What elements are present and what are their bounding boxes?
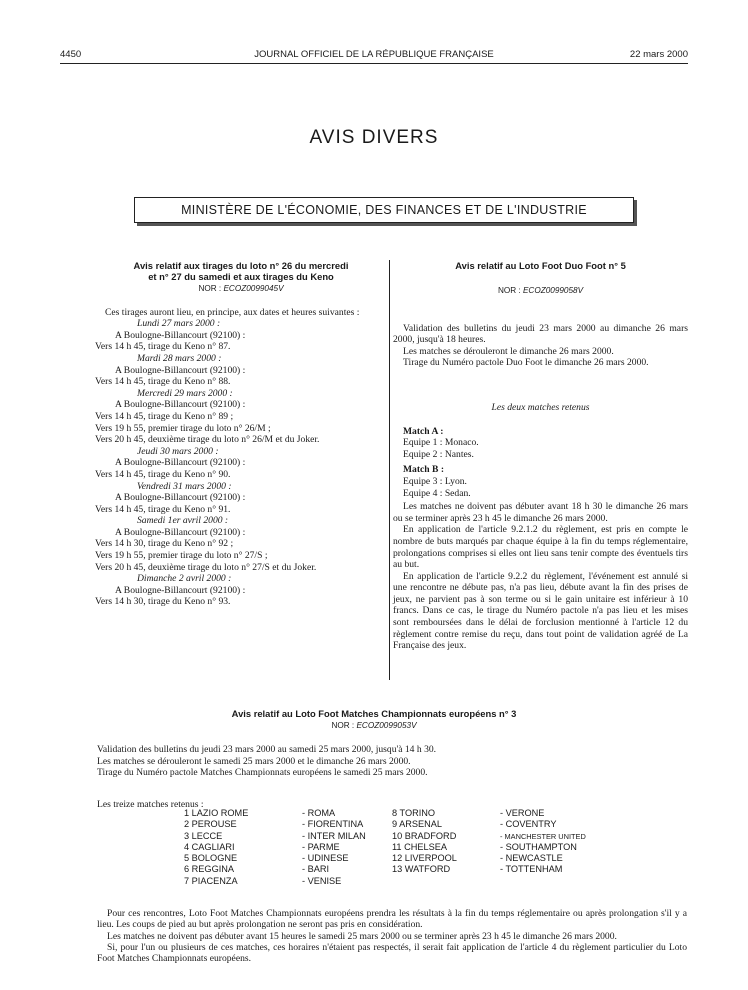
- schedule-entry: Vers 14 h 45, tirage du Keno n° 88.: [95, 376, 231, 388]
- match-away-team: - VENISE: [302, 875, 342, 886]
- bottom-treize-heading: Les treize matches retenus :: [97, 798, 204, 810]
- column-divider: [389, 260, 390, 680]
- match-home-team: 11 CHELSEA: [392, 841, 447, 852]
- right-nor: NOR : ECOZ0099058V: [497, 286, 584, 295]
- bottom-tirage: Tirage du Numéro pactole Matches Championnats européens le samedi 25 mars 2000.: [97, 767, 428, 779]
- match-away-team: - NEWCASTLE: [500, 853, 563, 864]
- schedule-date: Samedi 1er avril 2000 :: [137, 515, 229, 527]
- match-away-team: - SOUTHAMPTON: [500, 841, 577, 852]
- bottom-matches-dates: Les matches se dérouleront le samedi 25 mars 2000 et le dimanche 26 mars 2000.: [97, 755, 411, 767]
- match-away-team: - ROMA: [302, 808, 336, 818]
- schedule-place: A Boulogne-Billancourt (92100) :: [115, 526, 246, 538]
- match-row: [184, 853, 586, 864]
- schedule-date: Mardi 28 mars 2000 :: [137, 352, 222, 364]
- schedule-place: A Boulogne-Billancourt (92100) :: [115, 364, 246, 376]
- bottom-validation: Validation des bulletins du jeudi 23 mars 2000 au samedi 25 mars 2000, jusqu'à 14 h 30.: [97, 744, 437, 755]
- schedule-date: Dimanche 2 avril 2000 :: [137, 573, 232, 585]
- schedule-place: A Boulogne-Billancourt (92100) :: [115, 399, 246, 411]
- schedule-entry: Vers 14 h 30, tirage du Keno n° 92 ;: [95, 538, 234, 550]
- right-para-tirage: Tirage du Numéro pactole Duo Foot le dimanche 26 mars 2000.: [403, 357, 649, 369]
- bottom-avis-title: Avis relatif au Loto Foot Matches Championnats européens n° 3: [231, 708, 517, 719]
- match-home-team: 7 PIACENZA: [184, 875, 238, 886]
- match-row: [184, 864, 586, 875]
- match-row: [184, 876, 586, 887]
- journal-title: JOURNAL OFFICIEL DE LA RÉPUBLIQUE FRANÇAISE: [254, 49, 494, 60]
- match-a-heading: Match A :: [403, 425, 444, 437]
- match-row: [184, 819, 586, 830]
- match-away-team: - MANCHESTER UNITED: [500, 831, 586, 841]
- match-home-team: 6 REGGINA: [184, 864, 235, 875]
- schedule-date: Jeudi 30 mars 2000 :: [137, 445, 219, 457]
- match-home-team: 12 LIVERPOOL: [392, 853, 457, 864]
- left-nor-code: ECOZ0099045V: [223, 284, 284, 293]
- schedule-place: A Boulogne-Billancourt (92100) :: [115, 492, 246, 504]
- right-para-times: Les matches ne doivent pas débuter avant 18 h 30 le dimanche 26 mars ou se terminer après 23 h 45 le dimanche 26 mars 2000.: [393, 501, 688, 524]
- match-row: [184, 808, 586, 819]
- team-3: Equipe 3 : Lyon.: [403, 475, 467, 487]
- bottom-nor-code: ECOZ0099053V: [356, 721, 417, 730]
- schedule-entry: Vers 14 h 45, tirage du Keno n° 91.: [95, 503, 231, 515]
- section-title: AVIS DIVERS: [309, 127, 439, 148]
- right-avis-title: Avis relatif au Loto Foot Duo Foot n° 5: [455, 260, 626, 271]
- match-away-team: - TOTTENHAM: [500, 864, 563, 875]
- right-para-article-2: En application de l'article 9.2.2 du règlement, l'événement est annulé si une rencontre ne débute pas, n'a pas lieu, débute avant la fin des prises de jeux, ne parvient pas à son terme ou si le gain unitaire est inférieur à 10 francs. Dans ce cas, le tirage du Numéro pactole n'a pas lieu et les mises sont remboursées dans le délai de forclusion mentionné à l'article 12 du règlement contre remise du reçu, dans tout point de validation agréé de La Française des jeux.: [393, 570, 688, 652]
- ministry-name: MINISTÈRE DE L'ÉCONOMIE, DES FINANCES ET DE L'INDUSTRIE: [181, 203, 587, 217]
- bottom-intro: [97, 744, 687, 810]
- left-nor: NOR : ECOZ0099045V: [198, 284, 284, 293]
- match-home-team: 8 TORINO: [392, 808, 436, 818]
- page-header: [60, 49, 688, 63]
- right-para-matches: Les matches se dérouleront le dimanche 26 mars 2000.: [403, 345, 614, 357]
- schedule-entry: Vers 19 h 55, premier tirage du loto n° 26/M ;: [95, 422, 271, 434]
- schedule-entry: Vers 14 h 45, tirage du Keno n° 90.: [95, 468, 231, 480]
- match-home-team: 10 BRADFORD: [392, 830, 457, 841]
- left-column: [95, 260, 387, 608]
- bottom-nor: NOR : ECOZ0099053V: [331, 721, 417, 730]
- match-b-heading: Match B :: [403, 464, 445, 476]
- match-away-team: - INTER MILAN: [302, 830, 366, 841]
- match-home-team: 4 CAGLIARI: [184, 841, 235, 852]
- match-home-team: 1 LAZIO ROME: [184, 808, 249, 818]
- match-home-team: 2 PEROUSE: [184, 819, 237, 830]
- match-away-team: - BARI: [302, 864, 330, 875]
- schedule-entry: Vers 19 h 55, premier tirage du loto n° 27/S ;: [95, 550, 268, 562]
- footer-exception-rule: Si, pour l'un ou plusieurs de ces matches, ces horaires n'étaient pas respectés, il serait fait application de l'article 4 du règlement particulier du Loto Foot Matches Championnats européens.: [97, 941, 687, 965]
- right-subheading: Les deux matches retenus: [491, 401, 590, 413]
- schedule-place: A Boulogne-Billancourt (92100) :: [115, 584, 246, 596]
- team-1: Equipe 1 : Monaco.: [403, 437, 479, 449]
- schedule-entry: Vers 14 h 45, tirage du Keno n° 89 ;: [95, 410, 234, 422]
- bottom-footer: [97, 908, 687, 964]
- right-para-article-1: En application de l'article 9.2.1.2 du règlement, est pris en compte le nombre de buts marqués par chaque équipe à la fin du temps réglementaire, prolongations comprises si elles ont lieu sans tenir compte des éventuels tirs au but.: [393, 524, 688, 571]
- left-schedule: [95, 318, 387, 608]
- left-intro: Ces tirages auront lieu, en principe, aux dates et heures suivantes :: [105, 306, 360, 318]
- schedule-entry: Vers 14 h 45, tirage du Keno n° 87.: [95, 341, 231, 353]
- schedule-place: A Boulogne-Billancourt (92100) :: [115, 457, 246, 469]
- issue-date: 22 mars 2000: [629, 49, 688, 60]
- left-avis-title: Avis relatif aux tirages du loto n° 26 du mercredi et n° 27 du samedi et aux tirages du Keno: [133, 260, 349, 282]
- match-row: [184, 831, 586, 842]
- schedule-date: Mercredi 29 mars 2000 :: [137, 387, 233, 399]
- right-para-validation: Validation des bulletins du jeudi 23 mars 2000 au dimanche 26 mars 2000, jusqu'à 18 heures.: [393, 322, 688, 346]
- footer-results-rule: Pour ces rencontres, Loto Foot Matches Championnats européens prendra les résultats à la fin du temps réglementaire ou après prolongation s'il y a lieu. Les coups de pied au but après prolongation ne seront pas pris en considération.: [97, 908, 687, 931]
- schedule-entry: Vers 20 h 45, deuxième tirage du loto n° 27/S et du Joker.: [95, 561, 317, 573]
- match-away-team: - VERONE: [500, 808, 545, 818]
- footer-times-rule: Les matches ne doivent pas débuter avant 15 heures le samedi 25 mars 2000 ou se terminer après 23 h 45 le dimanche 26 mars 2000.: [107, 930, 617, 942]
- match-away-team: - FIORENTINA: [302, 819, 364, 830]
- header-rule: [60, 63, 688, 64]
- match-away-team: - COVENTRY: [500, 819, 557, 830]
- match-row: [184, 842, 586, 853]
- ministry-box: [134, 197, 634, 223]
- team-2: Equipe 2 : Nantes.: [403, 448, 474, 460]
- matches-table: [184, 808, 586, 887]
- schedule-entry: Vers 14 h 30, tirage du Keno n° 93.: [95, 596, 231, 608]
- schedule-entry: Vers 20 h 45, deuxième tirage du loto n° 26/M et du Joker.: [95, 434, 320, 446]
- match-home-team: 3 LECCE: [184, 830, 223, 841]
- match-home-team: 9 ARSENAL: [392, 819, 443, 830]
- team-4: Equipe 4 : Sedan.: [403, 487, 471, 499]
- match-away-team: - PARME: [302, 841, 340, 852]
- schedule-date: Vendredi 31 mars 2000 :: [137, 480, 232, 492]
- right-nor-code: ECOZ0099058V: [522, 286, 584, 295]
- right-column: [393, 260, 688, 652]
- schedule-date: Lundi 27 mars 2000 :: [137, 318, 221, 330]
- match-home-team: 13 WATFORD: [392, 864, 451, 875]
- page-number: 4450: [60, 49, 82, 60]
- match-away-team: - UDINESE: [302, 853, 349, 864]
- match-home-team: 5 BOLOGNE: [184, 853, 238, 864]
- schedule-place: A Boulogne-Billancourt (92100) :: [115, 329, 246, 341]
